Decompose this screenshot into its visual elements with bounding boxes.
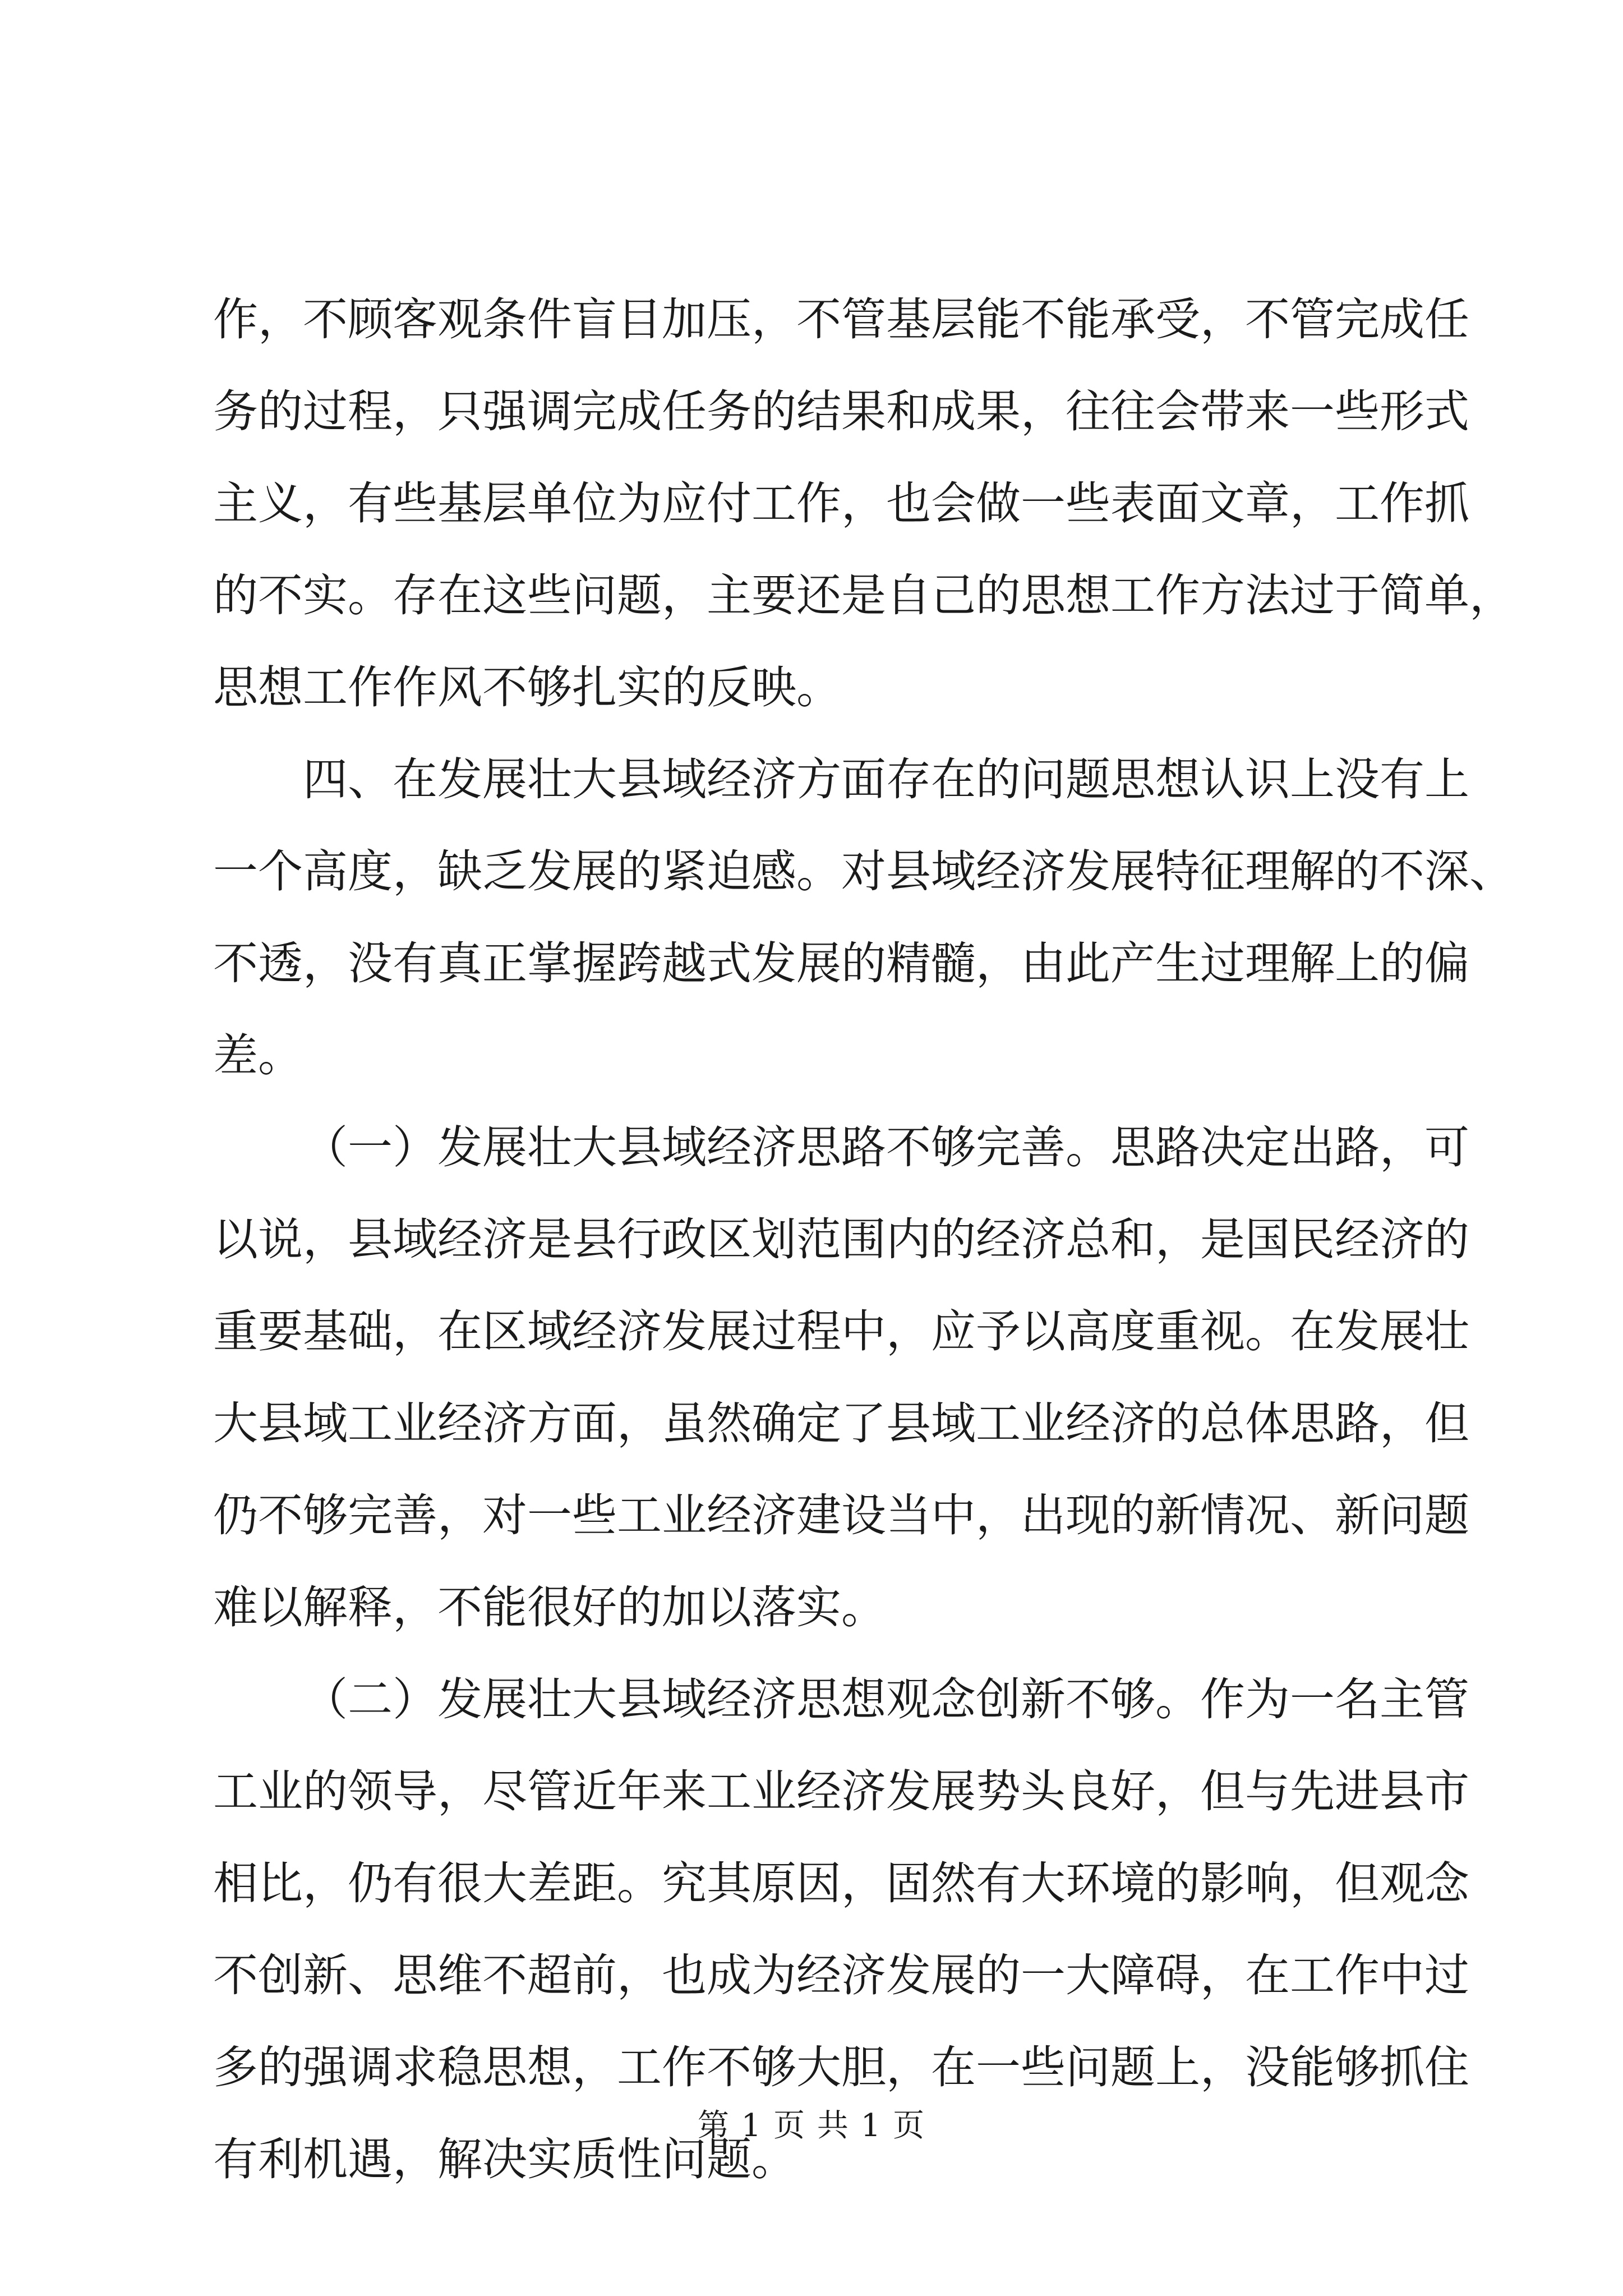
paragraph-2-line-4: 差。	[213, 1029, 303, 1082]
paragraph-1-line-5: 思想工作作风不够扎实的反映。	[213, 661, 841, 714]
paragraph-2-line-2: 一个高度，缺乏发展的紧迫感。对县域经济发展特征理解的不深、	[213, 845, 1514, 898]
paragraph-4-line-6: 有利机遇，解决实质性问题。	[213, 2133, 796, 2185]
paragraph-2-line-3: 不透，没有真正掌握跨越式发展的精髓，由此产生过理解上的偏	[213, 937, 1469, 990]
paragraph-3-line-1: （一）发展壮大县域经济思路不够完善。思路决定出路，可	[303, 1121, 1469, 1174]
paragraph-3-line-5: 仍不够完善，对一些工业经济建设当中，出现的新情况、新问题	[213, 1489, 1469, 1542]
paragraph-4-line-3: 相比，仍有很大差距。究其原因，固然有大环境的影响，但观念	[213, 1857, 1469, 1910]
paragraph-3-line-2: 以说，县域经济是县行政区划范围内的经济总和，是国民经济的	[213, 1213, 1469, 1266]
paragraph-1-line-4: 的不实。存在这些问题，主要还是自己的思想工作方法过于简单，	[213, 569, 1514, 622]
paragraph-4-line-1: （二）发展壮大县域经济思想观念创新不够。作为一名主管	[303, 1673, 1469, 1726]
paragraph-4-line-5: 多的强调求稳思想，工作不够大胆，在一些问题上，没能够抓住	[213, 2041, 1469, 2093]
paragraph-3-line-4: 大县域工业经济方面，虽然确定了县域工业经济的总体思路，但	[213, 1397, 1469, 1450]
paragraph-3-line-3: 重要基础，在区域经济发展过程中，应予以高度重视。在发展壮	[213, 1305, 1469, 1358]
page-footer	[0, 2106, 1623, 2146]
paragraph-4-line-4: 不创新、思维不超前，也成为经济发展的一大障碍，在工作中过	[213, 1949, 1469, 2001]
paragraph-2-line-1: 四、在发展壮大县域经济方面存在的问题思想认识上没有上	[303, 753, 1469, 806]
paragraph-3-line-6: 难以解释，不能很好的加以落实。	[213, 1581, 886, 1634]
paragraph-1-line-3: 主义，有些基层单位为应付工作，也会做一些表面文章，工作抓	[213, 477, 1469, 530]
document-body	[213, 292, 1514, 2224]
paragraph-1-line-2: 务的过程，只强调完成任务的结果和成果，往往会带来一些形式	[213, 385, 1469, 438]
page-number-label: 第 1 页 共 1 页	[697, 2108, 926, 2144]
paragraph-1-line-1: 作，不顾客观条件盲目加压，不管基层能不能承受，不管完成任	[213, 293, 1469, 346]
paragraph-4-line-2: 工业的领导，尽管近年来工业经济发展势头良好，但与先进县市	[213, 1765, 1469, 1818]
